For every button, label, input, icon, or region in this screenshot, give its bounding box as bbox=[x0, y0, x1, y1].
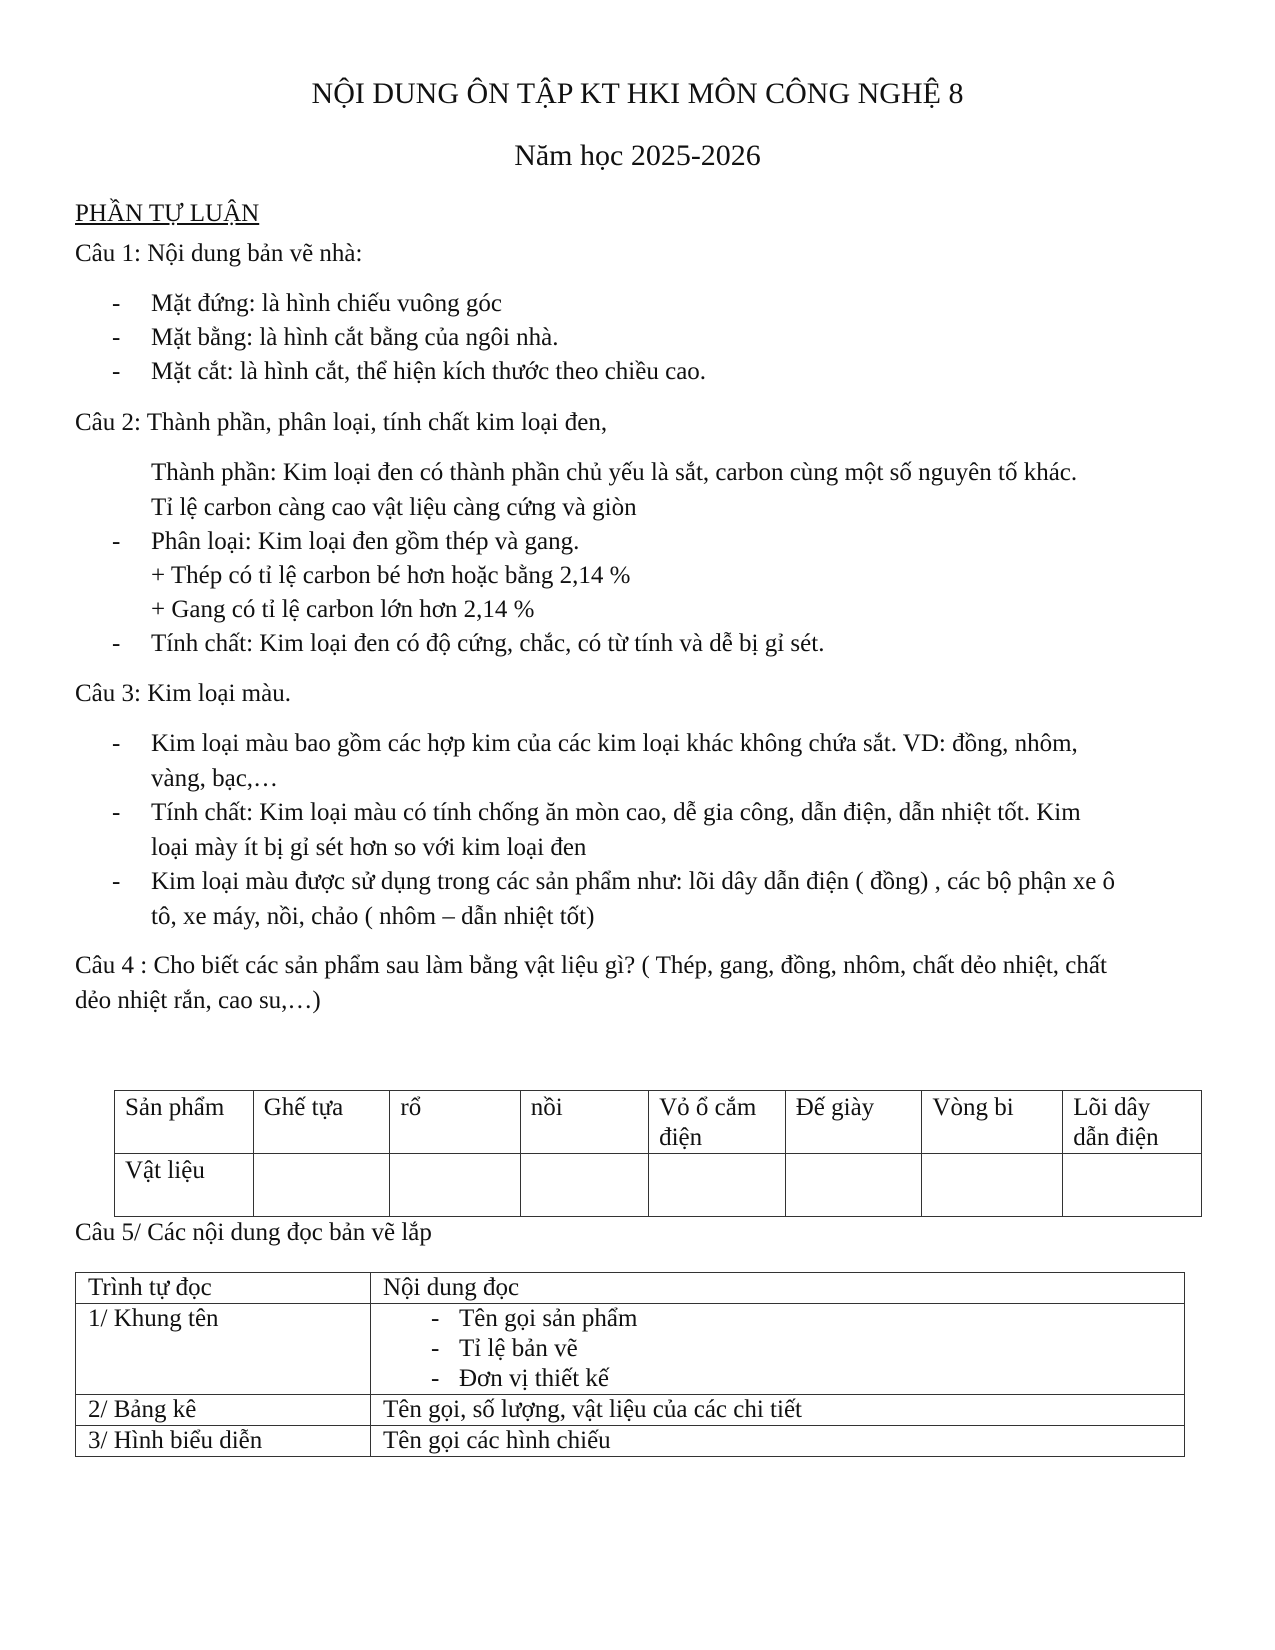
table-row bbox=[115, 1091, 1202, 1154]
table-cell-product: Vỏ ổ cắm điện bbox=[649, 1091, 786, 1154]
document-title: NỘI DUNG ÔN TẬP KT HKI MÔN CÔNG NGHỆ 8 bbox=[311, 77, 964, 110]
q2-steel: + Thép có tỉ lệ carbon bé hơn hoặc bằng 2,14 % bbox=[151, 562, 631, 589]
table-cell-step: 2/ Bảng kê bbox=[76, 1395, 371, 1426]
list-item-text: Đơn vị thiết kế bbox=[459, 1365, 609, 1392]
table-row bbox=[76, 1426, 1185, 1457]
q3-item-cont: vàng, bạc,… bbox=[151, 765, 279, 792]
q1-heading: Câu 1: Nội dung bản vẽ nhà: bbox=[75, 240, 363, 267]
table-cell-content: Tên gọi, số lượng, vật liệu của các chi tiết bbox=[371, 1395, 1185, 1426]
table-cell-product: Ghế tựa bbox=[253, 1091, 390, 1154]
bullet-dash: - bbox=[112, 290, 121, 317]
table-cell-empty bbox=[390, 1154, 520, 1217]
table-cell-product: nồi bbox=[520, 1091, 648, 1154]
list-item bbox=[383, 1334, 1172, 1364]
table-cell-product: Vòng bi bbox=[922, 1091, 1063, 1154]
table-cell-content bbox=[371, 1304, 1185, 1395]
table-cell-product: rổ bbox=[390, 1091, 520, 1154]
list-item bbox=[383, 1364, 1172, 1394]
q4-heading-cont: dẻo nhiệt rắn, cao su,…) bbox=[75, 987, 321, 1014]
table-cell-label: Sản phẩm bbox=[115, 1091, 254, 1154]
q5-heading: Câu 5/ Các nội dung đọc bản vẽ lắp bbox=[75, 1219, 432, 1246]
bullet-dash: - bbox=[112, 630, 121, 657]
list-item-text: Tên gọi sản phẩm bbox=[459, 1305, 638, 1332]
q2-heading: Câu 2: Thành phần, phân loại, tính chất kim loại đen, bbox=[75, 409, 608, 436]
table-row bbox=[76, 1273, 1185, 1304]
table-cell-step: 3/ Hình biểu diễn bbox=[76, 1426, 371, 1457]
q3-item: Kim loại màu bao gồm các hợp kim của các kim loại khác không chứa sắt. VD: đồng, nhôm, bbox=[151, 730, 1078, 757]
table-cell-empty bbox=[520, 1154, 648, 1217]
assembly-reading-table bbox=[75, 1272, 1185, 1457]
q3-item-cont: tô, xe máy, nồi, chảo ( nhôm – dẫn nhiệt tốt) bbox=[151, 903, 595, 930]
q1-item: Mặt bằng: là hình cắt bằng của ngôi nhà. bbox=[151, 324, 559, 351]
table-cell-empty bbox=[253, 1154, 390, 1217]
q2-composition-cont: Tỉ lệ carbon càng cao vật liệu càng cứng và giòn bbox=[151, 494, 637, 521]
table-row bbox=[115, 1154, 1202, 1217]
q1-item: Mặt cắt: là hình cắt, thể hiện kích thước theo chiều cao. bbox=[151, 358, 707, 385]
materials-table bbox=[114, 1090, 1202, 1217]
table-header-cell: Trình tự đọc bbox=[76, 1273, 371, 1304]
bullet-dash: - bbox=[431, 1305, 440, 1332]
q3-item: Tính chất: Kim loại màu có tính chống ăn mòn cao, dễ gia công, dẫn điện, dẫn nhiệt tốt. Kim bbox=[151, 799, 1081, 826]
section-heading: PHẦN TỰ LUẬN bbox=[75, 200, 260, 227]
q1-item: Mặt đứng: là hình chiếu vuông góc bbox=[151, 290, 502, 317]
table-header-cell: Nội dung đọc bbox=[371, 1273, 1185, 1304]
list-item-text: Tỉ lệ bản vẽ bbox=[459, 1335, 578, 1362]
q2-property: Tính chất: Kim loại đen có độ cứng, chắc, có từ tính và dễ bị gỉ sét. bbox=[151, 630, 825, 657]
table-cell-empty bbox=[922, 1154, 1063, 1217]
table-cell-empty bbox=[649, 1154, 786, 1217]
school-year: Năm học 2025-2026 bbox=[514, 139, 761, 172]
bullet-dash: - bbox=[112, 358, 121, 385]
bullet-dash: - bbox=[112, 868, 121, 895]
table-cell-label: Vật liệu bbox=[115, 1154, 254, 1217]
table-cell-empty bbox=[785, 1154, 922, 1217]
table-cell-empty bbox=[1063, 1154, 1202, 1217]
q3-item: Kim loại màu được sử dụng trong các sản phẩm như: lõi dây dẫn điện ( đồng) , các bộ phận xe ô bbox=[151, 868, 1116, 895]
table-row bbox=[76, 1304, 1185, 1395]
q3-item-cont: loại mày ít bị gỉ sét hơn so với kim loại đen bbox=[151, 834, 587, 861]
table-cell-step: 1/ Khung tên bbox=[76, 1304, 371, 1395]
table-row bbox=[76, 1395, 1185, 1426]
q2-classify: Phân loại: Kim loại đen gồm thép và gang. bbox=[151, 528, 580, 555]
bullet-dash: - bbox=[112, 528, 121, 555]
bullet-dash: - bbox=[431, 1335, 440, 1362]
bullet-dash: - bbox=[431, 1365, 440, 1392]
table-cell-content: Tên gọi các hình chiếu bbox=[371, 1426, 1185, 1457]
table-cell-product: Đế giày bbox=[785, 1091, 922, 1154]
q2-composition: Thành phần: Kim loại đen có thành phần chủ yếu là sắt, carbon cùng một số nguyên tố khác. bbox=[151, 459, 1078, 486]
bullet-dash: - bbox=[112, 730, 121, 757]
bullet-dash: - bbox=[112, 799, 121, 826]
q2-cast-iron: + Gang có tỉ lệ carbon lớn hơn 2,14 % bbox=[151, 596, 535, 623]
bullet-dash: - bbox=[112, 324, 121, 351]
list-item bbox=[383, 1304, 1172, 1334]
table-cell-product: Lõi dây dẫn điện bbox=[1063, 1091, 1202, 1154]
q3-heading: Câu 3: Kim loại màu. bbox=[75, 680, 291, 707]
q4-heading: Câu 4 : Cho biết các sản phẩm sau làm bằng vật liệu gì? ( Thép, gang, đồng, nhôm, chất dẻo nhiệt, chất bbox=[75, 952, 1107, 979]
